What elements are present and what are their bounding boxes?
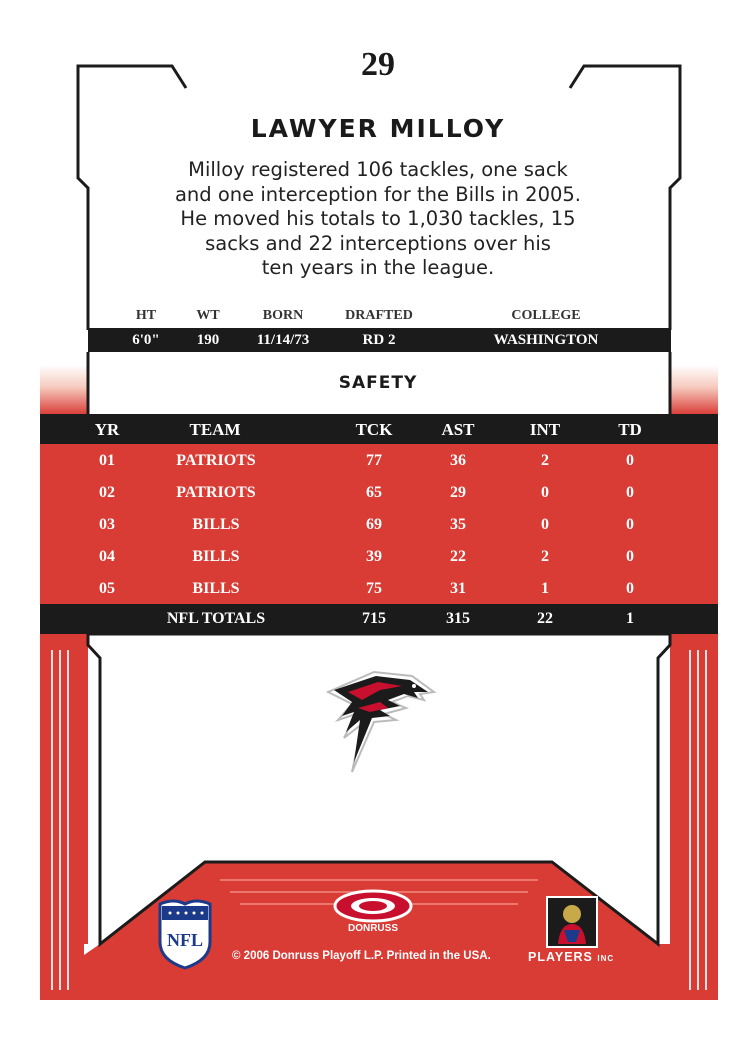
stat-tck: 39 <box>366 548 382 565</box>
vital-value-college: WASHINGTON <box>493 332 599 348</box>
stat-total-ast: 315 <box>446 610 470 627</box>
stat-td: 0 <box>626 580 634 597</box>
stat-int: 1 <box>541 580 549 597</box>
nfl-shield-icon <box>156 898 214 970</box>
stat-yr: 02 <box>99 484 115 501</box>
card-number: 29 <box>361 46 395 83</box>
bio-line: sacks and 22 interceptions over his <box>205 231 551 255</box>
stats-header-td: TD <box>618 420 642 439</box>
players-logo-text: PLAYERS <box>528 950 593 964</box>
stat-team: BILLS <box>192 548 240 565</box>
player-name: LAWYER MILLOY <box>250 114 506 143</box>
stat-yr: 03 <box>99 516 115 533</box>
falcons-logo-icon <box>322 662 440 774</box>
stat-int: 0 <box>541 484 549 501</box>
vital-label-born: BORN <box>262 308 304 323</box>
stat-ast: 31 <box>450 580 466 597</box>
stat-int: 0 <box>541 516 549 533</box>
stat-ast: 35 <box>450 516 466 533</box>
stats-header-tck: TCK <box>355 420 393 439</box>
vital-label-wt: WT <box>196 308 220 323</box>
stat-team: BILLS <box>192 516 240 533</box>
stat-td: 0 <box>626 548 634 565</box>
stats-header-yr: YR <box>94 420 120 439</box>
stat-team: BILLS <box>192 580 240 597</box>
stat-int: 2 <box>541 548 549 565</box>
players-logo-suffix: INC <box>597 954 615 963</box>
bio-line: Milloy registered 106 tackles, one sack <box>188 158 568 181</box>
vital-label-ht: HT <box>135 308 157 323</box>
stat-yr: 01 <box>99 452 115 469</box>
stat-tck: 69 <box>366 516 382 533</box>
stat-td: 0 <box>626 484 634 501</box>
stat-total-tck: 715 <box>362 610 386 627</box>
stat-ast: 36 <box>450 452 466 469</box>
stat-total-int: 22 <box>537 610 553 627</box>
stat-total-td: 1 <box>626 610 634 627</box>
donruss-logo-icon <box>332 888 414 934</box>
stat-ast: 29 <box>450 484 466 501</box>
player-position: SAFETY <box>338 373 418 393</box>
nfl-logo-text: NFL <box>167 930 203 950</box>
bio-line: He moved his totals to 1,030 tackles, 15 <box>180 207 576 230</box>
stats-header-ast: AST <box>441 420 475 439</box>
stat-ast: 22 <box>450 548 466 565</box>
players-inc-text <box>528 950 614 964</box>
donruss-logo-text: DONRUSS <box>347 923 399 934</box>
vital-label-college: COLLEGE <box>511 308 581 323</box>
stat-td: 0 <box>626 452 634 469</box>
vital-value-wt: 190 <box>196 332 220 348</box>
stats-header-int: INT <box>529 420 561 439</box>
stat-yr: 04 <box>99 548 115 565</box>
player-bio <box>110 158 646 281</box>
vital-value-ht: 6'0" <box>132 332 160 348</box>
stat-tck: 75 <box>366 580 382 597</box>
stat-tck: 65 <box>366 484 382 501</box>
vital-label-drafted: DRAFTED <box>345 308 413 323</box>
stat-team: PATRIOTS <box>176 452 256 469</box>
stats-header-team: TEAM <box>189 420 241 439</box>
stat-team: PATRIOTS <box>176 484 256 501</box>
vital-value-born: 11/14/73 <box>256 332 310 348</box>
stat-yr: 05 <box>99 580 115 597</box>
copyright-text: © 2006 Donruss Playoff L.P. Printed in the USA. <box>232 950 491 962</box>
bio-line: and one interception for the Bills in 2005. <box>174 182 582 206</box>
stat-totals-label: NFL TOTALS <box>166 610 266 627</box>
stat-tck: 77 <box>366 452 382 469</box>
players-inc-logo-icon <box>546 896 598 948</box>
stat-int: 2 <box>541 452 549 469</box>
stat-td: 0 <box>626 516 634 533</box>
bio-line: ten years in the league. <box>261 256 495 279</box>
vital-value-drafted: RD 2 <box>362 332 396 348</box>
